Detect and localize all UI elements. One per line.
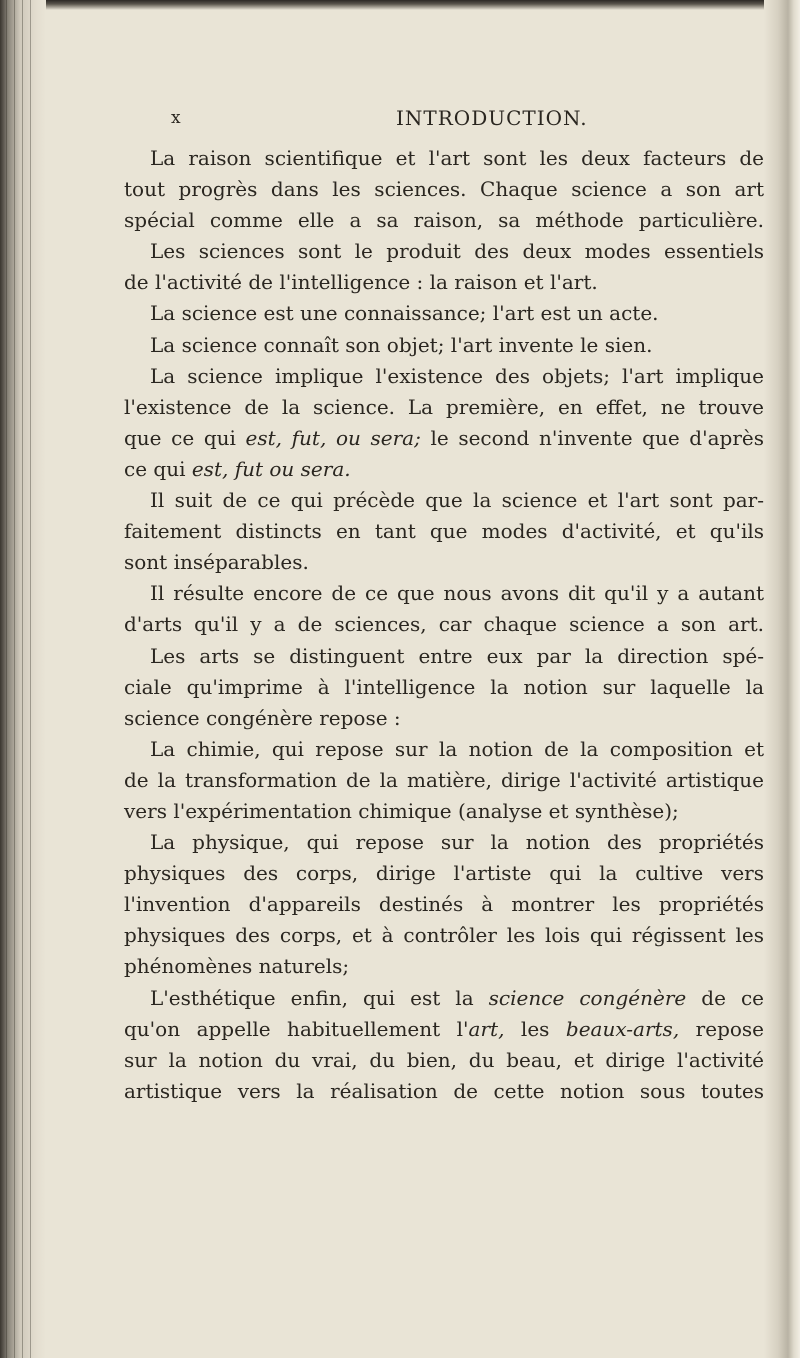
text-line bbox=[124, 516, 764, 547]
text-line bbox=[124, 485, 764, 516]
page-top-edge bbox=[0, 0, 800, 10]
text-line bbox=[124, 920, 764, 951]
text-segment: ciale qu'imprime à l'intelligence la notion sur laquelle la bbox=[124, 674, 764, 699]
text-segment: La science implique l'existence des objets; l'art implique bbox=[150, 363, 764, 388]
body-text bbox=[124, 143, 764, 1107]
text-line bbox=[124, 765, 764, 796]
text-line bbox=[124, 983, 764, 1014]
text-line bbox=[124, 703, 764, 734]
text-segment: que ce qui bbox=[124, 425, 246, 450]
text-line bbox=[124, 174, 764, 205]
text-segment: Les sciences sont le produit des deux modes essentiels bbox=[150, 239, 764, 264]
text-line bbox=[124, 578, 764, 609]
text-segment: l'invention d'appareils destinés à montrer les propriétés bbox=[124, 892, 764, 917]
text-segment: phénomènes naturels; bbox=[124, 954, 350, 979]
book-gutter bbox=[0, 0, 46, 1358]
text-segment: de ce bbox=[686, 985, 764, 1010]
text-line bbox=[124, 734, 764, 765]
text-line bbox=[124, 361, 764, 392]
text-segment: d'arts qu'il y a de sciences, car chaque science a son art. bbox=[124, 612, 764, 637]
text-line bbox=[124, 205, 764, 236]
text-line bbox=[124, 1076, 764, 1107]
text-segment: La science est une connaissance; l'art est un acte. bbox=[150, 301, 659, 326]
page-header bbox=[60, 106, 740, 134]
text-line bbox=[124, 267, 764, 298]
text-segment: le second n'invente que d'après bbox=[420, 425, 764, 450]
text-segment: de l'activité de l'intelligence : la raison et l'art. bbox=[124, 270, 598, 295]
text-segment: La raison scientifique et l'art sont les deux facteurs de bbox=[150, 146, 764, 170]
text-segment: science congénère repose : bbox=[124, 705, 401, 730]
text-segment: ce qui bbox=[124, 456, 192, 481]
text-segment: physiques des corps, dirige l'artiste qui la cultive vers bbox=[124, 861, 764, 886]
text-line bbox=[124, 641, 764, 672]
italic-text: art, bbox=[468, 1016, 505, 1041]
text-segment: faitement distincts en tant que modes d'activité, et qu'ils bbox=[124, 519, 764, 544]
text-line bbox=[124, 330, 764, 361]
text-line bbox=[124, 1045, 764, 1076]
text-segment: Les arts se distinguent entre eux par la direction spé- bbox=[150, 643, 764, 668]
page-number: x bbox=[171, 108, 181, 128]
text-segment: tout progrès dans les sciences. Chaque science a son art bbox=[124, 177, 764, 202]
text-line bbox=[124, 889, 764, 920]
text-segment: repose bbox=[679, 1016, 765, 1041]
text-segment: Il suit de ce qui précède que la science et l'art sont par- bbox=[150, 488, 764, 513]
text-segment: qu'on appelle habituellement l' bbox=[124, 1016, 469, 1041]
text-segment: de la transformation de la matière, dirige l'activité artistique bbox=[124, 767, 764, 792]
text-segment: La chimie, qui repose sur la notion de la composition et bbox=[150, 736, 764, 761]
text-segment: Il résulte encore de ce que nous avons dit qu'il y a autant bbox=[150, 581, 764, 606]
text-line bbox=[124, 827, 764, 858]
text-segment: les bbox=[504, 1016, 566, 1041]
italic-text: est, fut ou sera. bbox=[191, 456, 351, 481]
text-line bbox=[124, 454, 764, 485]
text-line bbox=[124, 547, 764, 578]
text-line bbox=[124, 796, 764, 827]
italic-text: science congénère bbox=[488, 985, 687, 1010]
text-line bbox=[124, 672, 764, 703]
text-segment: sur la notion du vrai, du bien, du beau, et dirige l'activité bbox=[124, 1047, 764, 1072]
text-segment: L'esthétique enfin, qui est la bbox=[150, 985, 489, 1010]
italic-text: est, fut, ou sera; bbox=[245, 425, 421, 450]
running-title: INTRODUCTION. bbox=[396, 106, 588, 130]
text-line bbox=[124, 236, 764, 267]
text-line bbox=[124, 392, 764, 423]
text-segment: sont inséparables. bbox=[124, 550, 309, 575]
gutter-line bbox=[14, 0, 15, 1358]
text-segment: physiques des corps, et à contrôler les lois qui régissent les bbox=[124, 923, 764, 948]
text-line bbox=[124, 951, 764, 982]
text-segment: La physique, qui repose sur la notion des propriétés bbox=[150, 830, 764, 855]
text-segment: La science connaît son objet; l'art invente le sien. bbox=[150, 332, 653, 357]
text-line bbox=[124, 423, 764, 454]
text-line bbox=[124, 298, 764, 329]
text-line bbox=[124, 858, 764, 889]
gutter-line bbox=[22, 0, 23, 1358]
text-line bbox=[124, 1014, 764, 1045]
text-segment: l'existence de la science. La première, en effet, ne trouve bbox=[124, 394, 764, 419]
gutter-line bbox=[30, 0, 31, 1358]
text-segment: artistique vers la réalisation de cette notion sous toutes bbox=[124, 1078, 764, 1103]
page-right-edge bbox=[764, 0, 800, 1358]
text-line bbox=[124, 609, 764, 640]
gutter-line bbox=[6, 0, 7, 1358]
text-line bbox=[124, 143, 764, 174]
text-segment: vers l'expérimentation chimique (analyse et synthèse); bbox=[124, 798, 679, 823]
italic-text: beaux-arts, bbox=[565, 1016, 680, 1041]
text-segment: spécial comme elle a sa raison, sa méthode particulière. bbox=[124, 208, 764, 233]
